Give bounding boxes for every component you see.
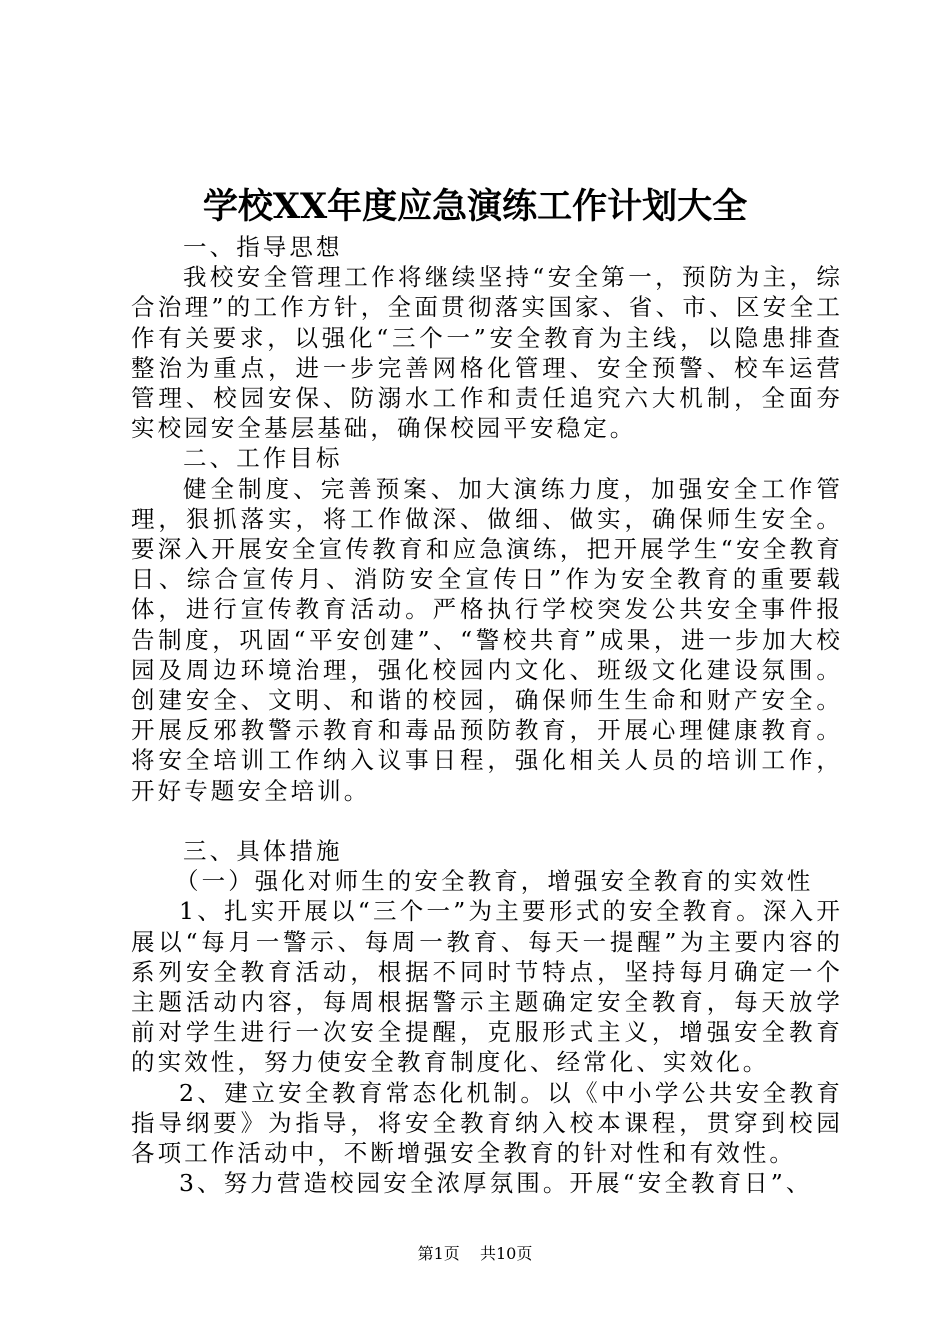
section-heading-guiding-ideology: 一、指导思想 — [183, 233, 343, 261]
document-body — [131, 232, 843, 1198]
document-title: 学校XX年度应急演练工作计划大全 — [202, 186, 748, 227]
blank-line — [131, 806, 843, 836]
measure-item-3: 3、努力营造校园安全浓厚氛围。开展“安全教育日”、 — [179, 1169, 813, 1198]
section-heading-specific-measures: 三、具体措施 — [183, 837, 343, 866]
page-total: 共10页 — [480, 1244, 533, 1263]
measure-item-2: 2、建立安全教育常态化机制。以《中小学公共安全教育指导纲要》为指导，将安全教育纳入校本课程，贯穿到校园各项工作活动中，不断增强安全教育的针对性和有效性。 — [131, 1078, 843, 1168]
paragraph-work-goals: 健全制度、完善预案、加大演练力度，加强安全工作管理，狠抓落实，将工作做深、做细、做实，确保师生安全。要深入开展安全宣传教育和应急演练，把开展学生“安全教育日、综合宣传月、消防安全宣传日”作为安全教育的重要载体，进行宣传教育活动。严格执行学校突发公共安全事件报告制度，巩固“平安创建”、“警校共育”成果，进一步加大校园及周边环境治理，强化校园内文化、班级文化建设氛围。创建安全、文明、和谐的校园，确保师生生命和财产安全。开展反邪教警示教育和毒品预防教育，开展心理健康教育。将安全培训工作纳入议事日程，强化相关人员的培训工作，开好专题安全培训。 — [131, 474, 843, 805]
subsection-heading-safety-education: （一）强化对师生的安全教育，增强安全教育的实效性 — [175, 867, 814, 896]
section-heading-work-goals: 二、工作目标 — [183, 444, 343, 473]
measure-item-1: 1、扎实开展以“三个一”为主要形式的安全教育。深入开展以“每月一警示、每周一教育、每天一提醒”为主要内容的系列安全教育活动，根据不同时节特点，坚持每月确定一个主题活动内容，每周根据警示主题确定安全教育，每天放学前对学生进行一次安全提醒，克服形式主义，增强安全教育的实效性，努力使安全教育制度化、经常化、实效化。 — [131, 897, 843, 1077]
page-number: 第1页 — [417, 1244, 460, 1263]
paragraph-guiding-ideology: 我校安全管理工作将继续坚持“安全第一，预防为主，综合治理”的工作方针，全面贯彻落实国家、省、市、区安全工作有关要求，以强化“三个一”安全教育为主线，以隐患排查整治为重点，进一步完善网格化管理、安全预警、校车运营管理、校园安保、防溺水工作和责任追究六大机制，全面夯实校园安全基层基础，确保校园平安稳定。 — [131, 263, 843, 443]
page-footer — [0, 1243, 950, 1265]
